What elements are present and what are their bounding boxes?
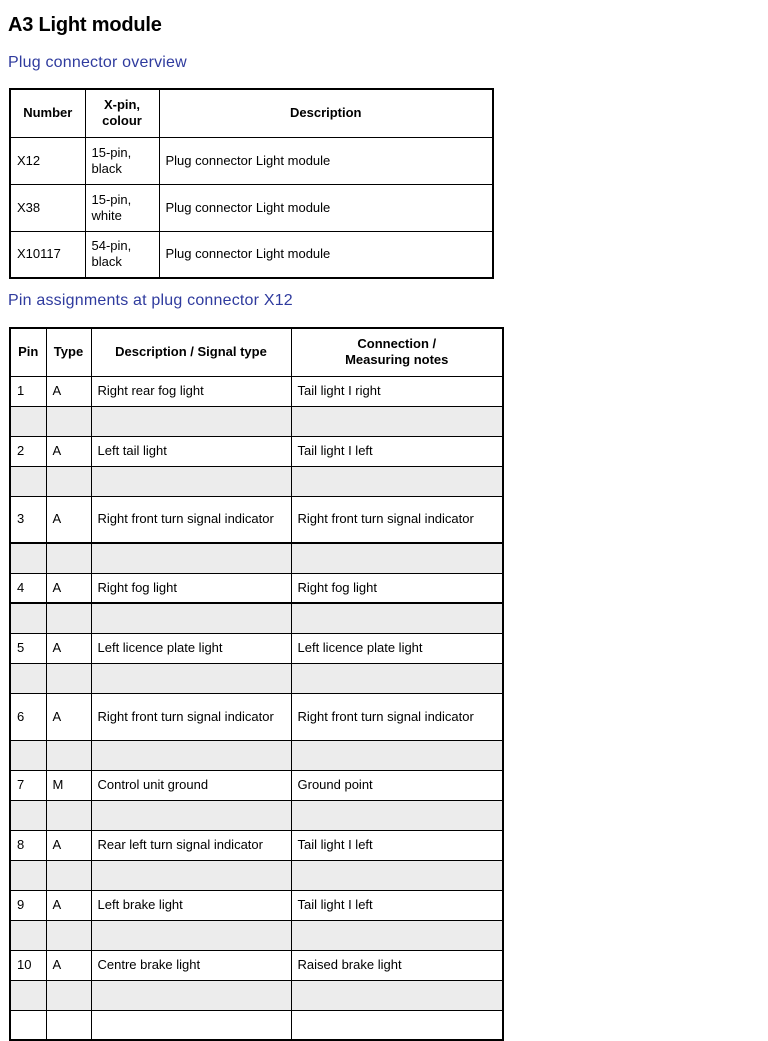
cell-connection: Right front turn signal indicator [291,496,503,543]
table-row-partial [10,1010,503,1040]
header-pin: Pin [10,328,46,376]
spacer-row [10,543,503,573]
cell-connection: Raised brake light [291,950,503,980]
table-row [10,693,503,740]
cell-description: Control unit ground [91,770,291,800]
cell-number: X38 [10,184,85,231]
header-xpin-colour: X-pin, colour [85,89,159,137]
cell-description: Plug connector Light module [159,137,493,184]
header-connection: Connection / Measuring notes [291,328,503,376]
table-row [10,231,493,278]
section-heading-overview: Plug connector overview [8,54,187,71]
table-row [10,950,503,980]
cell-type: A [46,376,91,406]
connector-overview-table [9,88,494,279]
table-row [10,184,493,231]
cell-xpin: 54-pin, black [85,231,159,278]
cell-pin: 1 [10,376,46,406]
cell-pin: 5 [10,633,46,663]
cell-description: Rear left turn signal indicator [91,830,291,860]
cell-description: Right rear fog light [91,376,291,406]
cell-description: Left tail light [91,436,291,466]
header-number: Number [10,89,85,137]
spacer-row [10,740,503,770]
cell-number: X12 [10,137,85,184]
cell-description: Right front turn signal indicator [91,693,291,740]
cell-type: A [46,830,91,860]
cell-pin: 7 [10,770,46,800]
table-row [10,137,493,184]
table-row [10,890,503,920]
pin-assignment-table [9,327,504,1041]
cell-description: Left brake light [91,890,291,920]
cell-type: A [46,633,91,663]
cell-connection: Ground point [291,770,503,800]
cell-type: A [46,573,91,603]
spacer-row [10,663,503,693]
cell-type: M [46,770,91,800]
table-row [10,573,503,603]
cell-connection: Tail light I left [291,890,503,920]
table-row [10,633,503,663]
spacer-row [10,980,503,1010]
cell-pin: 3 [10,496,46,543]
cell-description: Plug connector Light module [159,184,493,231]
header-description: Description / Signal type [91,328,291,376]
cell-type: A [46,693,91,740]
table-row [10,436,503,466]
spacer-row [10,800,503,830]
spacer-row [10,406,503,436]
cell-description: Right front turn signal indicator [91,496,291,543]
table-header-row [10,328,503,376]
cell-pin: 9 [10,890,46,920]
cell-type: A [46,496,91,543]
spacer-row [10,466,503,496]
cell-connection: Left licence plate light [291,633,503,663]
cell-connection: Tail light I right [291,376,503,406]
cell-xpin: 15-pin, black [85,137,159,184]
cell-pin: 6 [10,693,46,740]
cell-connection: Tail light I left [291,436,503,466]
cell-description: Centre brake light [91,950,291,980]
table-header-row [10,89,493,137]
cell-type: A [46,890,91,920]
cell-connection: Right fog light [291,573,503,603]
table-row [10,376,503,406]
cell-pin: 10 [10,950,46,980]
table-row [10,770,503,800]
cell-type: A [46,436,91,466]
cell-connection: Right front turn signal indicator [291,693,503,740]
cell-pin: 2 [10,436,46,466]
section-heading-pins: Pin assignments at plug connector X12 [8,292,293,309]
cell-connection: Tail light I left [291,830,503,860]
header-description: Description [159,89,493,137]
cell-type: A [46,950,91,980]
spacer-row [10,920,503,950]
cell-number: X10117 [10,231,85,278]
spacer-row [10,603,503,633]
cell-description: Left licence plate light [91,633,291,663]
cell-description: Plug connector Light module [159,231,493,278]
cell-pin: 8 [10,830,46,860]
header-type: Type [46,328,91,376]
cell-xpin: 15-pin, white [85,184,159,231]
spacer-row [10,860,503,890]
table-row [10,830,503,860]
page-title: A3 Light module [8,14,162,36]
cell-pin: 4 [10,573,46,603]
table-row [10,496,503,543]
cell-description: Right fog light [91,573,291,603]
